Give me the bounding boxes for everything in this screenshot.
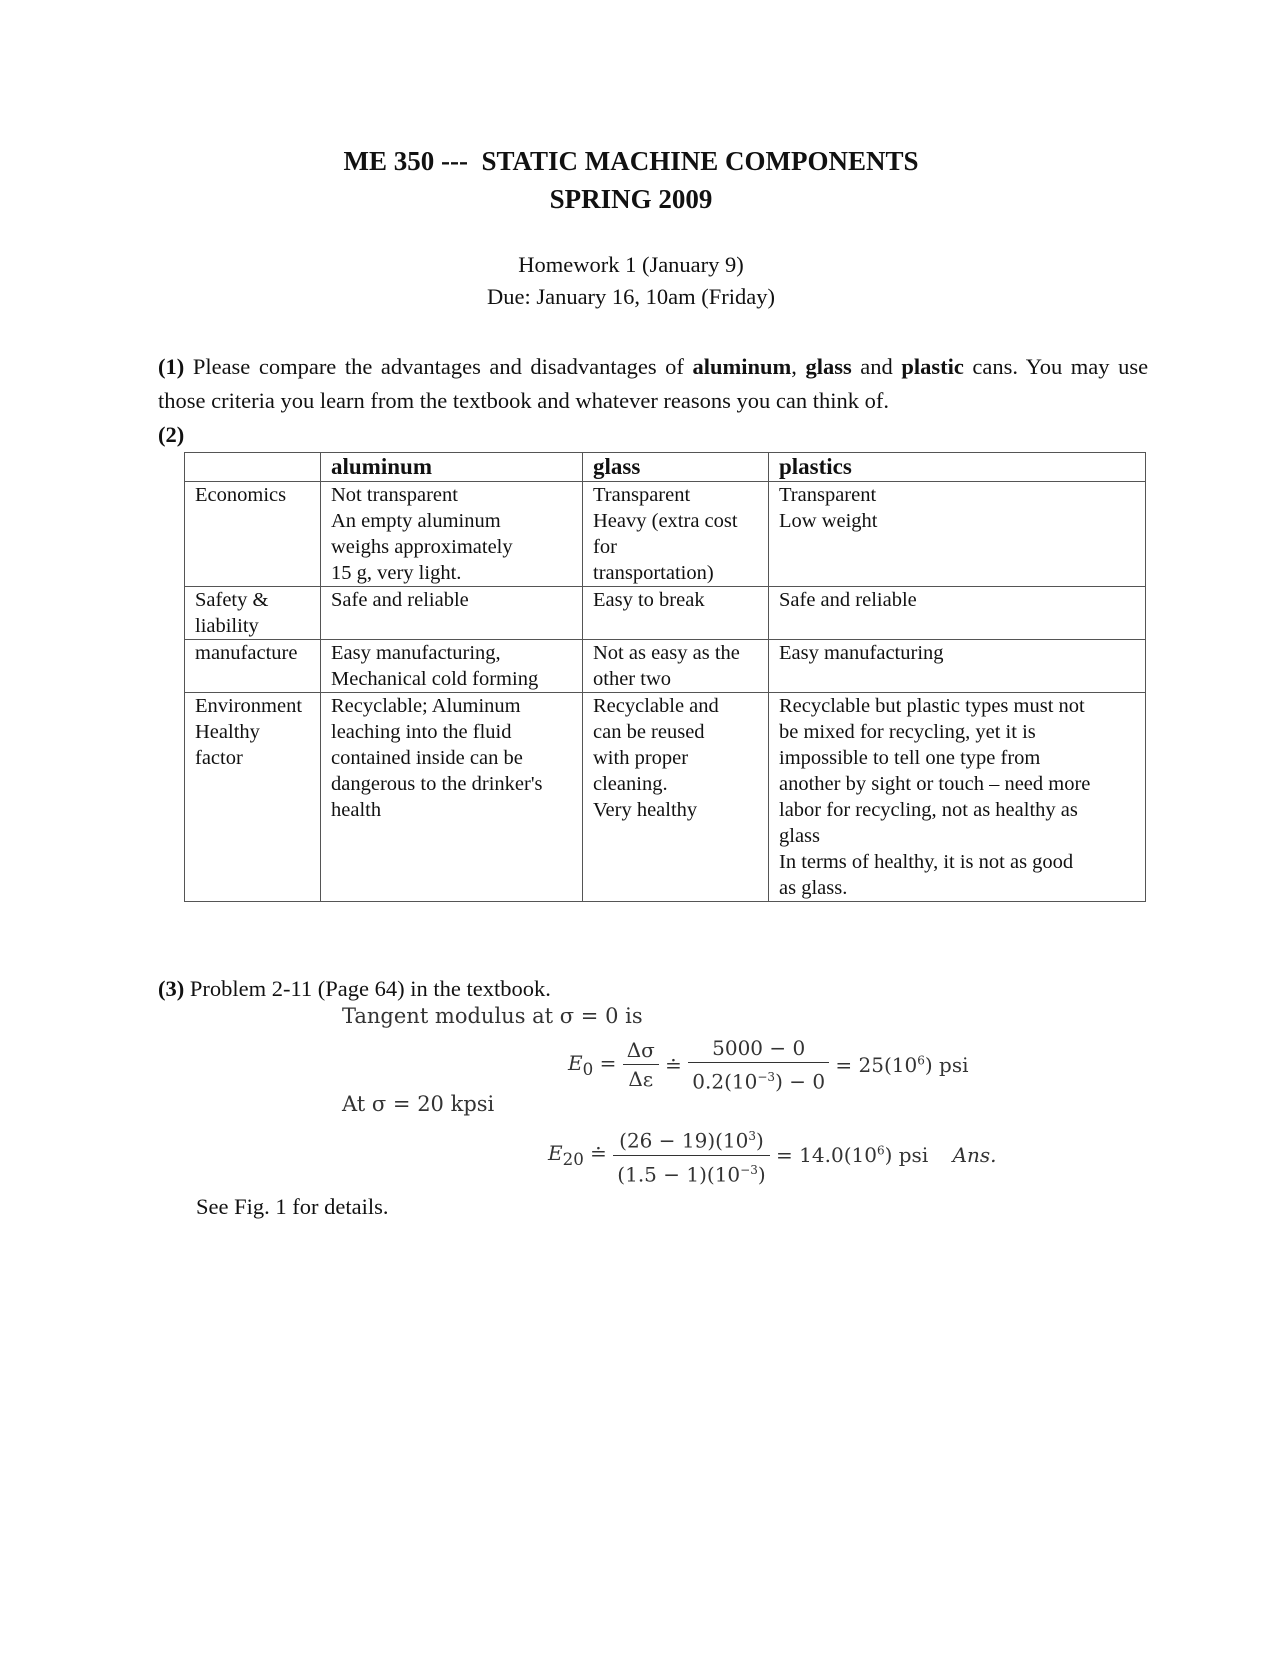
cell-line: Easy to break	[593, 589, 705, 611]
table-cell-glass	[583, 482, 769, 587]
cell-line: In terms of healthy, it is not as good	[779, 851, 1074, 873]
cell-line: contained inside can be	[331, 747, 523, 769]
comparison-table	[184, 452, 1146, 902]
e0-result: = $25(10^6)$ psi	[835, 1052, 969, 1077]
cell-line: health	[331, 799, 382, 821]
question-1-and: and	[860, 354, 893, 379]
e0-symbol: E	[568, 1050, 583, 1075]
semester: SPRING 2009	[549, 184, 713, 214]
cell-line: Low weight	[779, 510, 878, 532]
question-1-number: (1)	[158, 354, 185, 379]
cell-line: Easy manufacturing,	[331, 642, 501, 664]
table-header-criterion	[185, 453, 321, 482]
cell-line: impossible to tell one type from	[779, 747, 1041, 769]
cell-line: as glass.	[779, 877, 848, 899]
table-cell-criterion	[185, 693, 321, 902]
question-1	[158, 350, 1148, 418]
cell-line: be mixed for recycling, yet it is	[779, 721, 1036, 743]
table-header-glass: glass	[583, 453, 769, 482]
equation-e20: $E_{20}$ ≐ $\frac{(26 - 19)(10^3)}{(1.5 - 1)(10^{-3})}$ = $14.0(10^6)$ psi Ans.	[548, 1122, 997, 1188]
cell-line: another by sight or touch – need more	[779, 773, 1091, 795]
figure-note: See Fig. 1 for details.	[196, 1194, 389, 1219]
question-3-number: (3)	[158, 976, 185, 1001]
table-cell-aluminum	[321, 482, 583, 587]
cell-line: Safety &	[195, 589, 269, 611]
table-cell-glass	[583, 693, 769, 902]
cell-line: An empty aluminum	[331, 510, 501, 532]
cell-line: cleaning.	[593, 773, 668, 795]
e0-fraction-1	[623, 1036, 659, 1093]
table-cell-criterion	[185, 587, 321, 640]
cell-line: leaching into the fluid	[331, 721, 512, 743]
cell-line: Not as easy as the	[593, 642, 740, 664]
cell-line: labor for recycling, not as healthy as	[779, 799, 1078, 821]
table-cell-glass	[583, 640, 769, 693]
e20-symbol: E	[548, 1141, 563, 1166]
cell-line: transportation)	[593, 562, 714, 584]
cell-line: Not transparent	[331, 484, 458, 506]
question-1-aluminum: aluminum	[692, 354, 792, 379]
cell-line: factor	[195, 747, 243, 769]
cell-line: Recyclable but plastic types must not	[779, 695, 1085, 717]
question-1-text-after: cans. You may use those criteria you learn from the textbook and whatever reasons you can think of.	[158, 354, 1149, 413]
question-1-text-before: Please compare the advantages and disadvantages of	[192, 354, 684, 379]
answer-marker: Ans.	[952, 1143, 997, 1168]
e20-numerator: $(26 - 19)(10^3)$	[613, 1122, 769, 1156]
table-cell-criterion	[185, 482, 321, 587]
cell-line: Economics	[195, 484, 287, 506]
table-cell-plastics	[769, 587, 1146, 640]
cell-line: for	[593, 536, 617, 558]
cell-line: weighs approximately	[331, 536, 513, 558]
solution-line-1: Tangent modulus at σ = 0 is	[342, 1004, 643, 1028]
equation-e0: $E_0$ = $\frac{\Delta\sigma}{\Delta\varepsilon}$ ≐ $\frac{5000 - 0}{0.2(10^{-3}) - 0}$ = $25(10^6)$ psi	[568, 1036, 969, 1094]
e20-denominator: $(1.5 - 1)(10^{-3})$	[617, 1162, 766, 1187]
cell-line: Easy manufacturing	[779, 642, 944, 664]
cell-line: liability	[195, 615, 259, 637]
cell-line: Safe and reliable	[331, 589, 469, 611]
question-3-text: Problem 2-11 (Page 64) in the textbook.	[189, 976, 551, 1001]
cell-line: manufacture	[195, 642, 298, 664]
table-cell-plastics	[769, 482, 1146, 587]
question-1-comma: ,	[791, 354, 797, 379]
cell-line: other two	[593, 668, 671, 690]
e0-frac1-denominator: Δε	[628, 1067, 654, 1092]
table-header-plastics: plastics	[769, 453, 1146, 482]
cell-line: Recyclable; Aluminum	[331, 695, 521, 717]
table-row	[185, 693, 1146, 902]
table-row	[185, 587, 1146, 640]
e0-frac1-numerator: Δσ	[623, 1036, 659, 1065]
solution-line-2: At σ = 20 kpsi	[342, 1092, 495, 1116]
table-cell-plastics	[769, 640, 1146, 693]
table-body	[185, 482, 1146, 902]
cell-line: with proper	[593, 747, 689, 769]
cell-line: Heavy (extra cost	[593, 510, 738, 532]
table-cell-aluminum	[321, 693, 583, 902]
e20-result: = $14.0(10^6)$ psi	[776, 1143, 929, 1168]
cell-line: 15 g, very light.	[331, 562, 462, 584]
table-row	[185, 482, 1146, 587]
table-cell-aluminum	[321, 587, 583, 640]
e0-subscript: 0	[582, 1059, 594, 1079]
e20-fraction	[613, 1122, 769, 1188]
table-header-row	[185, 453, 1146, 482]
due-line: Due: January 16, 10am (Friday)	[486, 284, 776, 309]
e20-subscript: 20	[562, 1150, 584, 1170]
table-cell-aluminum	[321, 640, 583, 693]
table-row	[185, 640, 1146, 693]
cell-line: dangerous to the drinker's	[331, 773, 543, 795]
table-cell-glass	[583, 587, 769, 640]
e0-frac2-numerator: 5000 − 0	[688, 1034, 829, 1063]
course-title: ME 350 --- STATIC MACHINE COMPONENTS	[343, 146, 919, 176]
cell-line: Environment	[195, 695, 303, 717]
cell-line: Safe and reliable	[779, 589, 917, 611]
e0-frac2-denominator: $0.2(10^{-3}) - 0$	[692, 1069, 826, 1094]
question-2-number: (2)	[158, 422, 185, 447]
question-1-glass: glass	[805, 354, 852, 379]
e0-fraction-2	[688, 1034, 829, 1096]
cell-line: glass	[779, 825, 820, 847]
question-1-plastic: plastic	[901, 354, 964, 379]
cell-line: Recyclable and	[593, 695, 719, 717]
cell-line: Mechanical cold forming	[331, 668, 539, 690]
cell-line: Healthy	[195, 721, 260, 743]
homework-line: Homework 1 (January 9)	[518, 252, 744, 277]
cell-line: can be reused	[593, 721, 705, 743]
question-3	[158, 972, 1148, 1006]
cell-line: Transparent	[779, 484, 877, 506]
table-cell-criterion	[185, 640, 321, 693]
table-header-aluminum: aluminum	[321, 453, 583, 482]
cell-line: Transparent	[593, 484, 691, 506]
cell-line: Very healthy	[593, 799, 698, 821]
table-cell-plastics	[769, 693, 1146, 902]
